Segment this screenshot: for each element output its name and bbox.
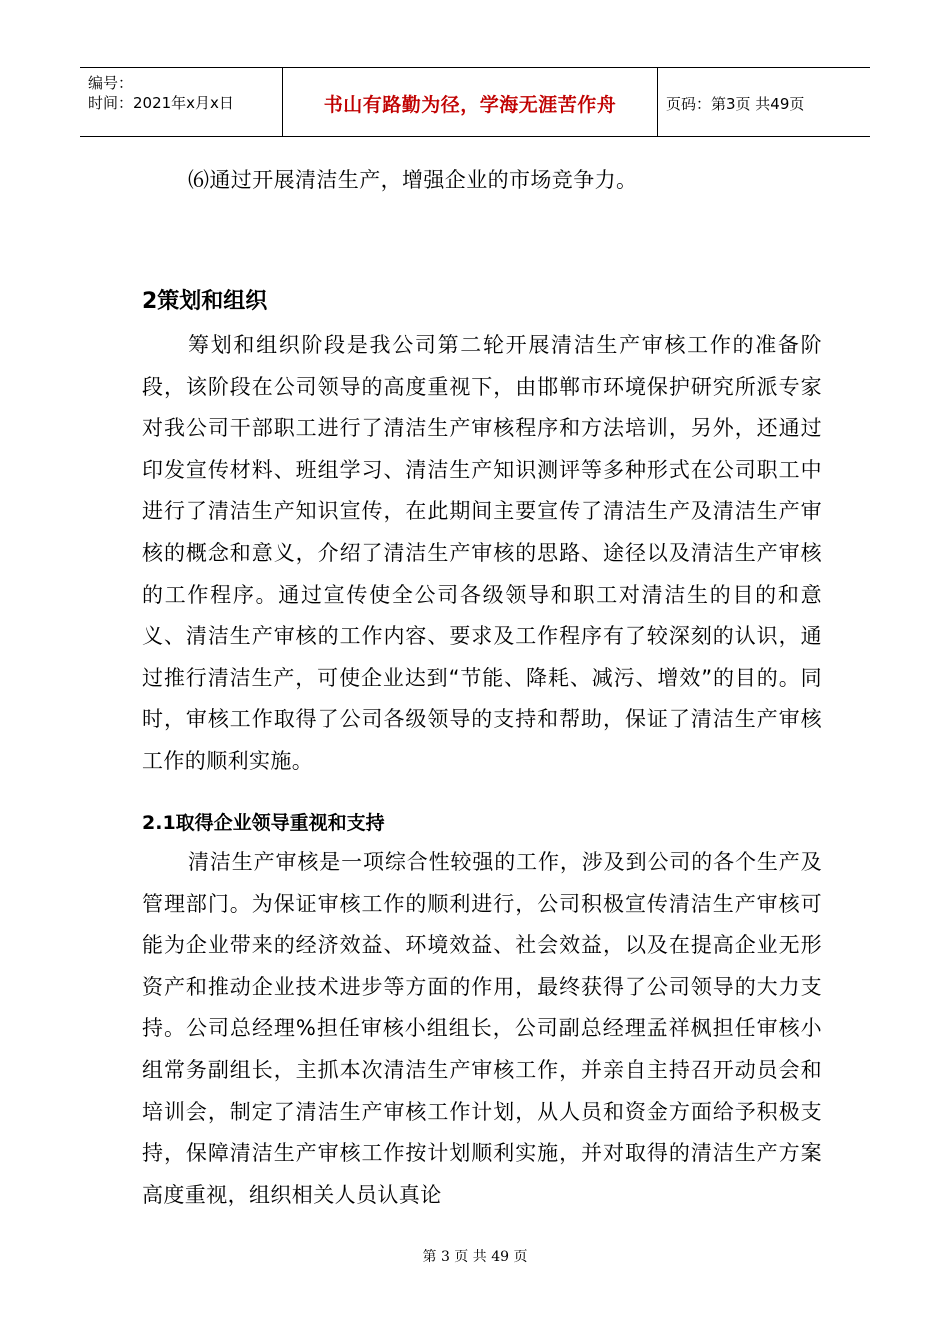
- list-item-6: ⑹通过开展清洁生产，增强企业的市场竞争力。: [188, 168, 638, 192]
- section-2-heading: 2策划和组织: [142, 289, 268, 314]
- header-number-label: 编号：: [88, 74, 134, 92]
- top-content: [142, 160, 822, 202]
- page-header: [80, 67, 870, 137]
- header-page-info: 页码：第3页 共49页: [666, 95, 805, 113]
- page-footer: 第 3 页 共 49 页: [422, 1249, 528, 1265]
- section-2-1-body: [142, 842, 822, 1216]
- section-2-1-heading: 2.1取得企业领导重视和支持: [142, 812, 385, 834]
- section-2-paragraph: 筹划和组织阶段是我公司第二轮开展清洁生产审核工作的准备阶段，该阶段在公司领导的高度重视下，由邯郸市环境保护研究所派专家对我公司干部职工进行了清洁生产审核程序和方法培训，另外，还通过印发宣传材料、班组学习、清洁生产知识测评等多种形式在公司职工中进行了清洁生产知识宣传，在此期间主要宣传了清洁生产及清洁生产审核的概念和意义，介绍了清洁生产审核的思路、途径以及清洁生产审核的工作程序。通过宣传使全公司各级领导和职工对清洁生的目的和意义、清洁生产审核的工作内容、要求及工作程序有了较深刻的认识，通过推行清洁生产，可使企业达到“节能、降耗、减污、增效”的目的。同时，审核工作取得了公司各级领导的支持和帮助，保证了清洁生产审核工作的顺利实施。: [142, 333, 822, 773]
- header-time-label: 时间：2021年x月x日: [88, 94, 234, 112]
- header-motto: 书山有路勤为径，学海无涯苦作舟: [323, 94, 617, 116]
- header-motto-cell: [283, 68, 658, 136]
- header-meta-cell: [80, 68, 283, 136]
- section-2-body: [142, 325, 822, 783]
- section-2-1-paragraph: 清洁生产审核是一项综合性较强的工作，涉及到公司的各个生产及管理部门。为保证审核工作的顺利进行，公司积极宣传清洁生产审核可能为企业带来的经济效益、环境效益、社会效益，以及在提高企业无形资产和推动企业技术进步等方面的作用，最终获得了公司领导的大力支持。公司总经理%担任审核小组组长，公司副总经理孟祥枫担任审核小组常务副组长，主抓本次清洁生产审核工作，并亲自主持召开动员会和培训会，制定了清洁生产审核工作计划，从人员和资金方面给予积极支持，保障清洁生产审核工作按计划顺利实施，并对取得的清洁生产方案高度重视，组织相关人员认真论: [142, 850, 822, 1207]
- header-page-cell: [658, 68, 870, 136]
